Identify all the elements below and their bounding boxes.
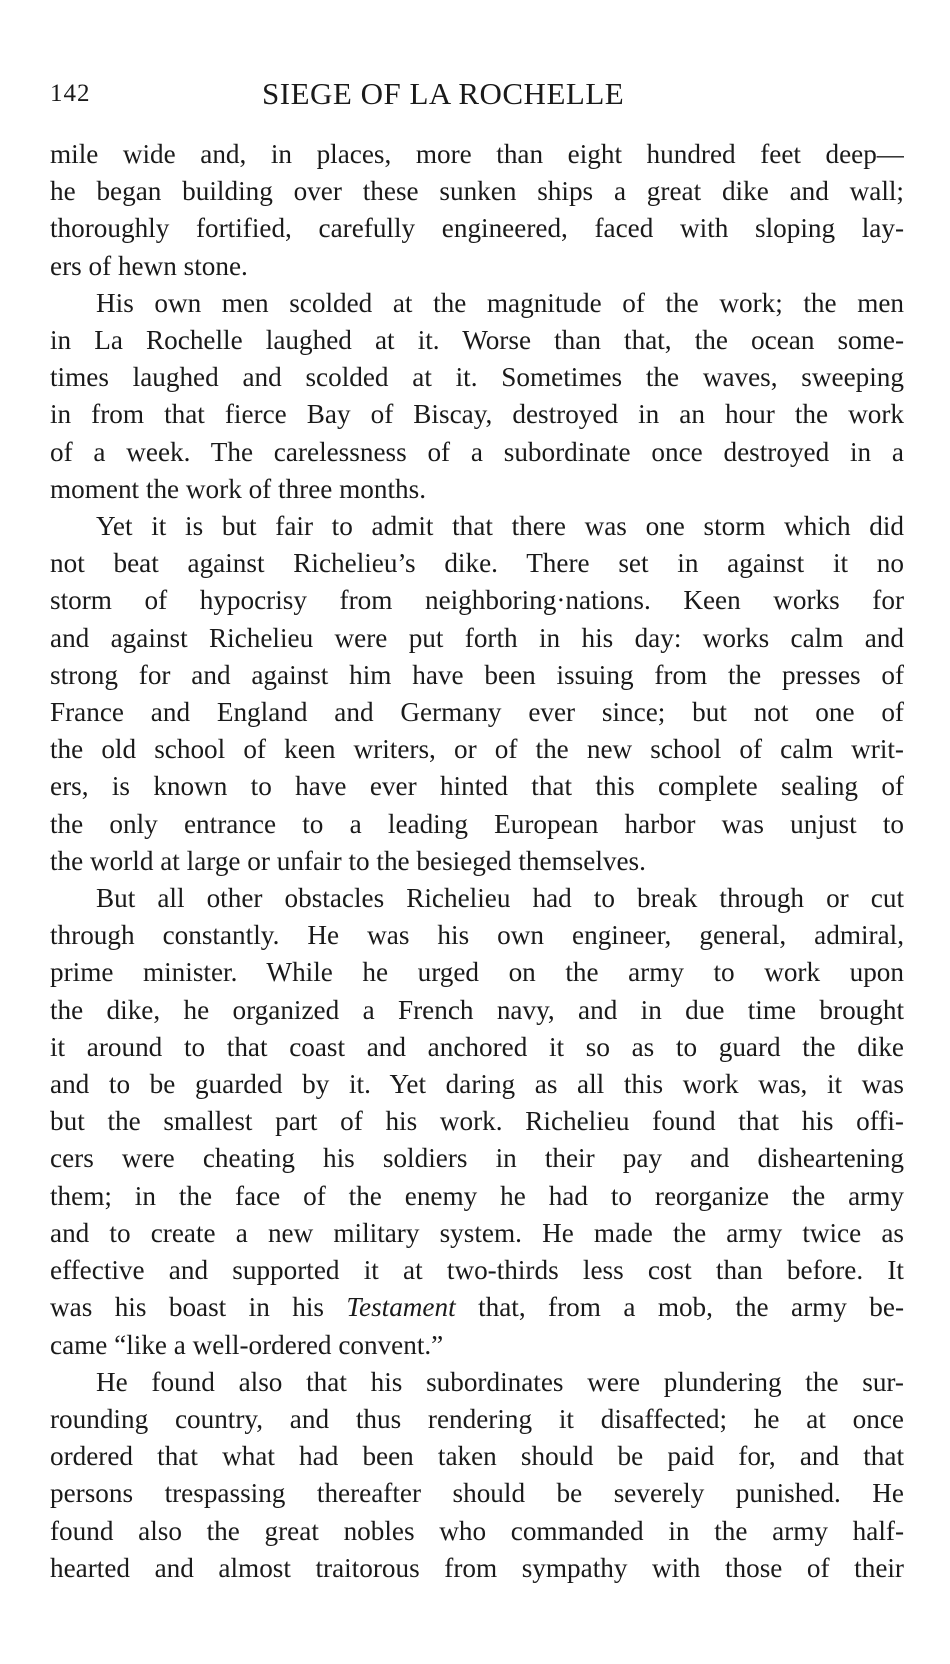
paragraph (50, 285, 904, 508)
text-segment: that, from a mob, the army be- (455, 1292, 904, 1323)
text-line: in La Rochelle laughed at it. Worse than that, the ocean some- (50, 325, 904, 356)
paragraph (50, 1364, 904, 1587)
text-line: mile wide and, in places, more than eight hundred feet deep— (50, 139, 904, 169)
text-line: Yet it is but fair to admit that there was one storm which did (96, 511, 904, 542)
paragraph (50, 880, 904, 1364)
text-line: His own men scolded at the magnitude of the work; the men (96, 287, 904, 318)
text-line: prime minister. While he urged on the army to work upon (50, 957, 904, 988)
page-number: 142 (50, 80, 91, 107)
text-line: He found also that his subordinates were plundering the sur- (96, 1366, 904, 1397)
text-line: thoroughly fortified, carefully engineered, faced with sloping lay- (50, 213, 904, 244)
text-line: ordered that what had been taken should be paid for, and that (50, 1441, 904, 1472)
book-page (50, 0, 904, 1587)
text-line: and to be guarded by it. Yet daring as all this work was, it was (50, 1069, 904, 1100)
text-line: in from that fierce Bay of Biscay, destroyed in an hour the work (50, 399, 904, 430)
text-line: storm of hypocrisy from neighboring·nations. Keen works for (50, 585, 904, 616)
text-line: moment the work of three months. (50, 473, 427, 504)
text-line: times laughed and scolded at it. Sometimes the waves, sweeping (50, 362, 904, 393)
text-line: the world at large or unfair to the besieged themselves. (50, 845, 646, 876)
text-line: effective and supported it at two-thirds less cost than before. It (50, 1255, 904, 1286)
text-line: strong for and against him have been issuing from the presses of (50, 659, 904, 690)
text-line: found also the great nobles who commanded in the army half- (50, 1515, 904, 1546)
text-line: he began building over these sunken ships a great dike and wall; (50, 176, 904, 207)
text-line: not beat against Richelieu’s dike. There set in against it no (50, 548, 904, 579)
text-line: but the smallest part of his work. Richelieu found that his offi- (50, 1106, 904, 1137)
text-line: rounding country, and thus rendering it disaffected; he at once (50, 1403, 904, 1434)
text-line: ers of hewn stone. (50, 250, 248, 281)
paragraph (50, 508, 904, 880)
text-line: them; in the face of the enemy he had to reorganize the army (50, 1180, 904, 1211)
text-line: through constantly. He was his own engineer, general, admiral, (50, 920, 904, 951)
paragraph (50, 136, 904, 285)
running-title: SIEGE OF LA ROCHELLE (262, 76, 625, 111)
text-line: France and England and Germany ever since; but not one of (50, 697, 904, 728)
text-line-with-italic (50, 1289, 904, 1326)
text-segment: was his boast in his (50, 1292, 347, 1323)
text-line: the old school of keen writers, or of the new school of calm writ- (50, 734, 904, 765)
running-head (50, 76, 904, 116)
text-line: But all other obstacles Richelieu had to break through or cut (96, 883, 904, 914)
text-line: ers, is known to have ever hinted that this complete sealing of (50, 771, 904, 802)
body-text (50, 136, 904, 1587)
text-line: came “like a well-ordered convent.” (50, 1329, 444, 1360)
text-line: hearted and almost traitorous from sympathy with those of their (50, 1552, 904, 1583)
text-line: and against Richelieu were put forth in his day: works calm and (50, 622, 904, 653)
text-line: the only entrance to a leading European harbor was unjust to (50, 808, 904, 839)
text-line: persons trespassing thereafter should be severely punished. He (50, 1478, 904, 1509)
text-line: the dike, he organized a French navy, and in due time brought (50, 994, 904, 1025)
text-line: of a week. The carelessness of a subordinate once destroyed in a (50, 436, 904, 467)
text-line: and to create a new military system. He made the army twice as (50, 1217, 904, 1248)
text-line: cers were cheating his soldiers in their pay and disheartening (50, 1143, 904, 1174)
text-line: it around to that coast and anchored it so as to guard the dike (50, 1031, 904, 1062)
book-title-italic: Testament (346, 1292, 456, 1323)
